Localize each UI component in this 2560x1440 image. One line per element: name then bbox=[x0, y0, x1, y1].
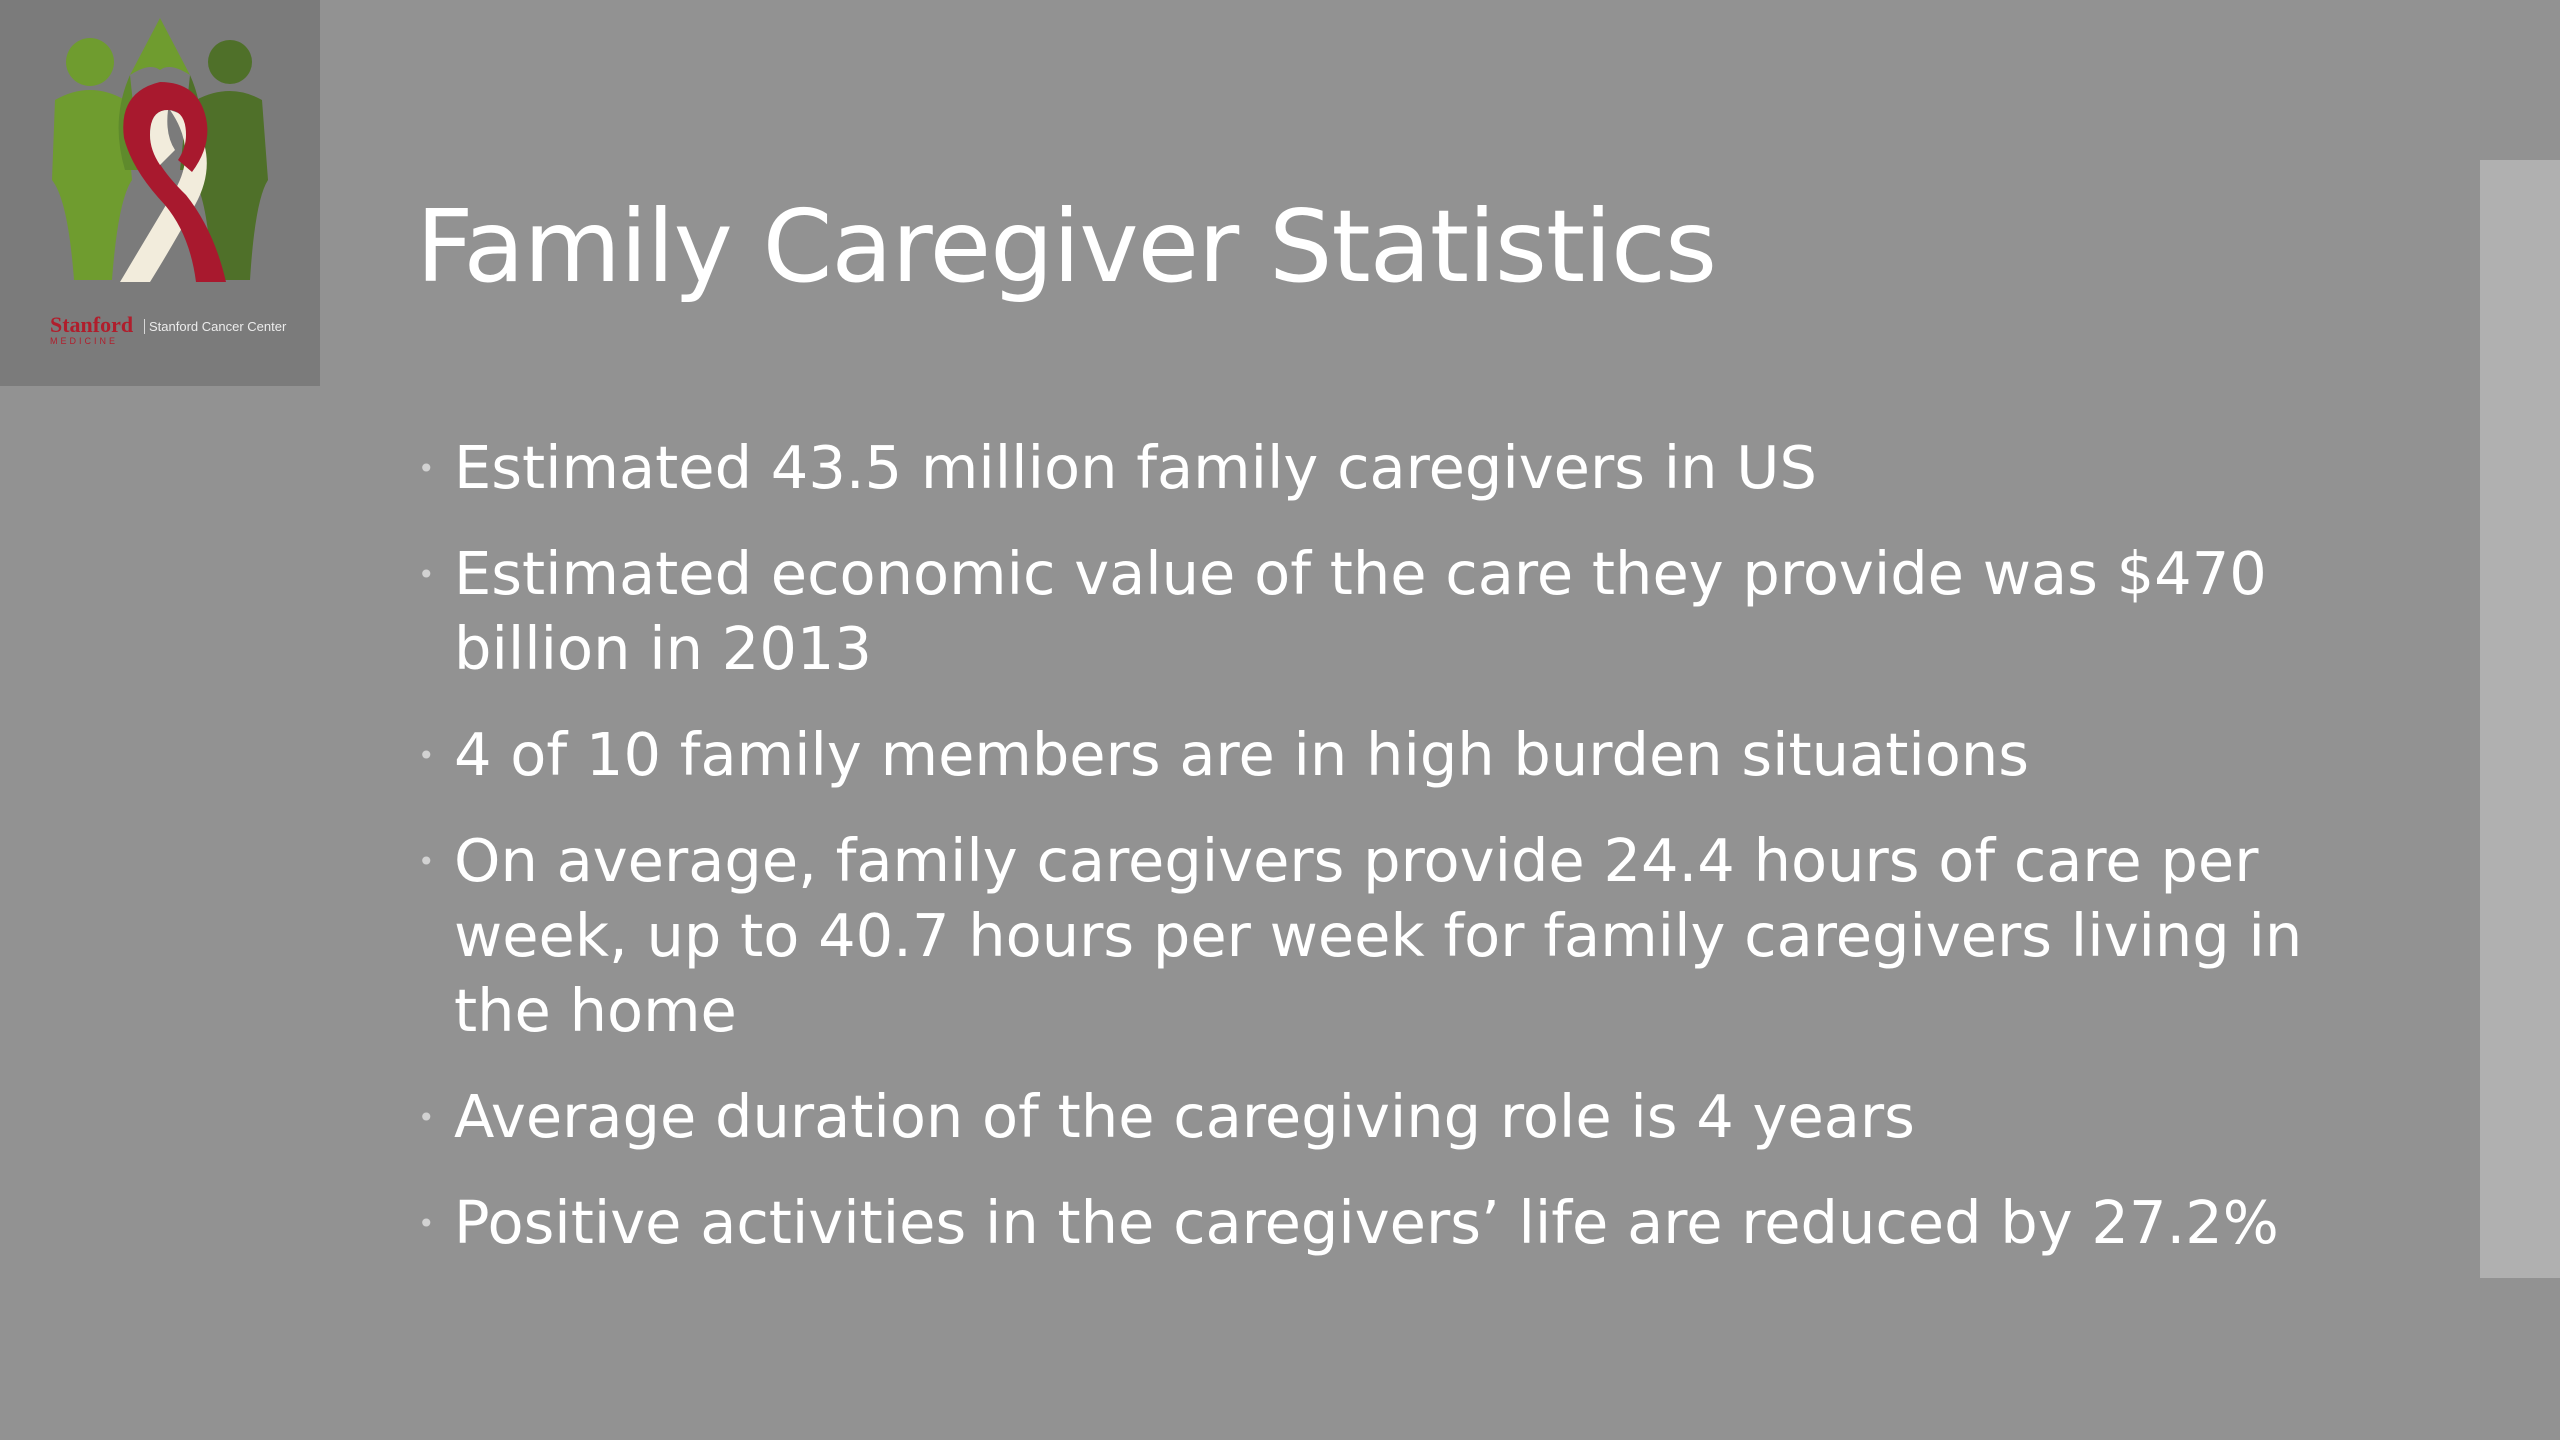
bullet-list bbox=[416, 430, 2336, 1291]
slide-title: Family Caregiver Statistics bbox=[416, 188, 1717, 305]
bullet-item bbox=[416, 536, 2336, 686]
brand-name: Stanford bbox=[50, 312, 134, 337]
bullet-text: Estimated 43.5 million family caregivers in US bbox=[454, 433, 1817, 502]
bullet-item bbox=[416, 1185, 2336, 1260]
bullet-dot-icon: • bbox=[418, 1207, 435, 1240]
bullet-text: Average duration of the caregiving role is 4 years bbox=[454, 1082, 1915, 1151]
bullet-dot-icon: • bbox=[418, 452, 435, 485]
bullet-dot-icon: • bbox=[418, 558, 435, 591]
caregiver-ribbon-logo-icon bbox=[0, 0, 320, 310]
bullet-item bbox=[416, 430, 2336, 505]
bullet-item bbox=[416, 717, 2336, 792]
bullet-dot-icon: • bbox=[418, 1101, 435, 1134]
bullet-text: Positive activities in the caregivers’ life are reduced by 27.2% bbox=[454, 1188, 2279, 1257]
bullet-dot-icon: • bbox=[418, 739, 435, 772]
brand-subtitle: MEDICINE bbox=[50, 336, 119, 346]
brand-center: Stanford Cancer Center bbox=[144, 319, 286, 334]
logo-text bbox=[44, 312, 320, 352]
bullet-text: Estimated economic value of the care they provide was $470 billion in 2013 bbox=[454, 539, 2267, 683]
right-side-bar bbox=[2480, 160, 2560, 1278]
bullet-text: 4 of 10 family members are in high burden situations bbox=[454, 720, 2029, 789]
bullet-dot-icon: • bbox=[418, 845, 435, 878]
bullet-text: On average, family caregivers provide 24.4 hours of care per week, up to 40.7 hours per week for family caregivers living in the home bbox=[454, 826, 2303, 1045]
bullet-item bbox=[416, 1079, 2336, 1154]
logo bbox=[0, 0, 320, 386]
bullet-item bbox=[416, 823, 2336, 1048]
